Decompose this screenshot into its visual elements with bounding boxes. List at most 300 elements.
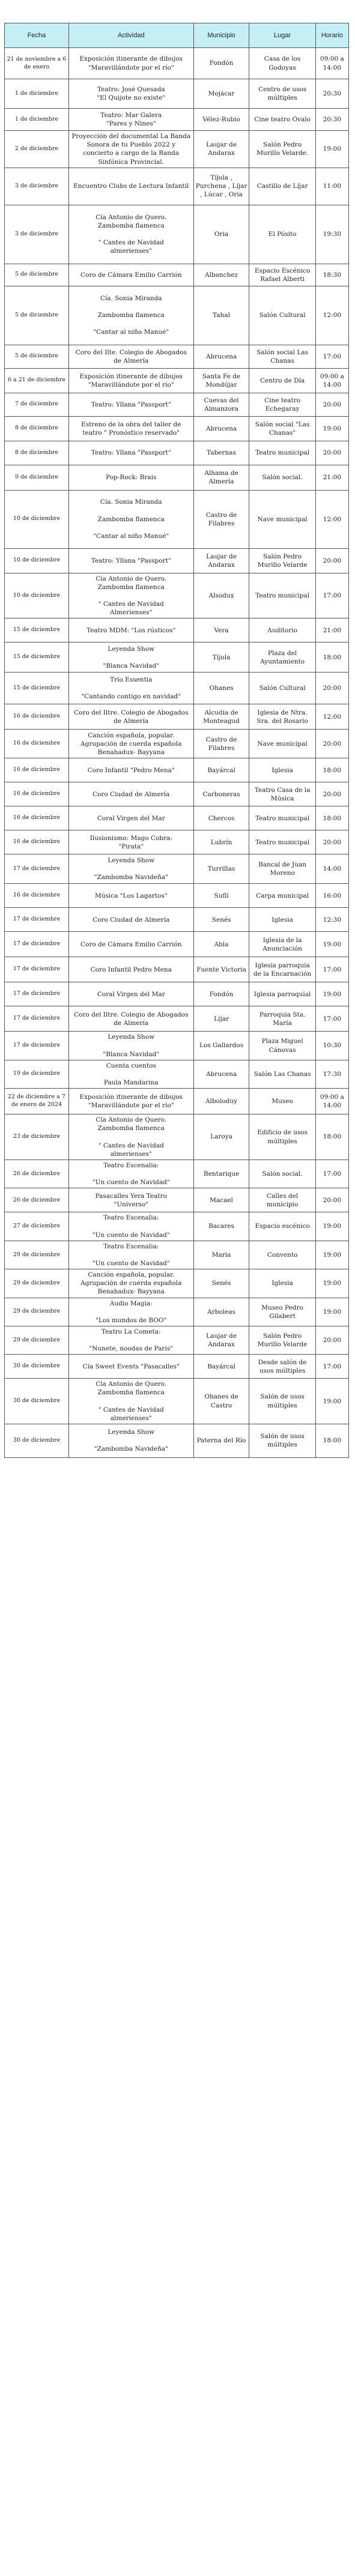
- cell-municipio: Tíjola: [193, 642, 249, 673]
- line-gap: [71, 1070, 192, 1078]
- cell-municipio: Albanchez: [193, 264, 249, 286]
- cell-lugar: Centro de usos múltiples: [249, 79, 315, 109]
- cell-municipio: Laujar de Andarax: [193, 548, 249, 573]
- cell-fecha: 21 de noviembre a 6 de enero: [5, 48, 69, 79]
- cell-fecha: 17 de diciembre: [5, 982, 69, 1006]
- cell-actividad: [68, 441, 193, 465]
- cell-lugar: Teatro municipal: [249, 806, 315, 830]
- header-municipio: Municipio: [193, 23, 249, 48]
- line-gap: [71, 507, 192, 515]
- cell-municipio: Vera: [193, 618, 249, 642]
- cell-horario: 09:00 a 14:00: [315, 368, 348, 393]
- table-row: [5, 642, 349, 673]
- cell-horario: 18:00: [315, 642, 348, 673]
- cell-lugar: Centro de Día: [249, 368, 315, 393]
- activity-line: Leyenda Show: [108, 645, 155, 653]
- cell-horario: 17:00: [315, 1006, 348, 1032]
- cell-actividad: [68, 1032, 193, 1060]
- cell-municipio: Arboleas: [193, 1298, 249, 1326]
- activity-line: Teatro: José Quesada: [97, 85, 165, 93]
- cell-lugar: Salón de usos múltiples: [249, 1424, 315, 1457]
- cell-horario: 11:00: [315, 168, 348, 205]
- cell-actividad: [68, 982, 193, 1006]
- cell-municipio: Bayárcal: [193, 758, 249, 782]
- activity-line: " Cantes de Navidad: [98, 239, 164, 247]
- cell-horario: 12:00: [315, 490, 348, 548]
- cell-fecha: 3 de diciembre: [5, 205, 69, 264]
- cell-horario: 20:30: [315, 79, 348, 109]
- table-row: [5, 884, 349, 908]
- activity-line: "Cantando contigo en navidad": [81, 693, 181, 701]
- cell-fecha: 16 de diciembre: [5, 884, 69, 908]
- cell-lugar: Espacio Escénico Rafael Alberti: [249, 264, 315, 286]
- cell-fecha: 8 de diciembre: [5, 441, 69, 465]
- cell-actividad: [68, 806, 193, 830]
- activity-line: "Blanca Navidad": [103, 662, 160, 670]
- cell-municipio: Alhama de Almería: [193, 465, 249, 490]
- cell-actividad: [68, 782, 193, 806]
- cell-municipio: Ohanes de Castro: [193, 1379, 249, 1424]
- cell-actividad: [68, 730, 193, 758]
- cell-actividad: [68, 79, 193, 109]
- cell-actividad: [68, 1006, 193, 1032]
- cell-horario: 20:00: [315, 730, 348, 758]
- cell-lugar: Salón social.: [249, 1160, 315, 1188]
- cell-actividad: [68, 1298, 193, 1326]
- cell-actividad: [68, 48, 193, 79]
- cell-fecha: 16 de diciembre: [5, 704, 69, 730]
- cell-actividad: [68, 1326, 193, 1354]
- cell-fecha: 17 de diciembre: [5, 1032, 69, 1060]
- activity-line: Zambomba flamenca: [97, 312, 165, 319]
- table-row: [5, 131, 349, 168]
- cell-actividad: [68, 1089, 193, 1114]
- cell-lugar: Calles del municipio: [249, 1188, 315, 1212]
- activity-line: Almerienses": [110, 609, 153, 617]
- cell-lugar: Salón de usos múltiples: [249, 1379, 315, 1424]
- cell-municipio: Abrucena: [193, 416, 249, 441]
- activity-line: "Un cuento de Navidad": [92, 1259, 170, 1267]
- cell-municipio: Ohanes: [193, 673, 249, 704]
- cell-fecha: 9 de diciembre: [5, 465, 69, 490]
- cell-fecha: 1 de diciembre: [5, 109, 69, 131]
- cell-horario: 20:30: [315, 109, 348, 131]
- table-row: [5, 393, 349, 416]
- cell-municipio: Lubrín: [193, 830, 249, 854]
- cell-horario: 12:00: [315, 286, 348, 345]
- cell-actividad: [68, 131, 193, 168]
- cell-fecha: 17 de diciembre: [5, 932, 69, 957]
- header-fecha: Fecha: [5, 23, 69, 48]
- cell-horario: 20:00: [315, 548, 348, 573]
- table-row: [5, 618, 349, 642]
- line-gap: [71, 684, 192, 692]
- activity-line: Exposición itinerante de dibujos: [79, 1093, 183, 1101]
- table-row: [5, 806, 349, 830]
- activity-line: "Pirata": [118, 842, 144, 850]
- cell-actividad: [68, 393, 193, 416]
- line-gap: [71, 319, 192, 328]
- activity-line: Coro del Iltre. Colegio de Abogados de Almería: [74, 1011, 189, 1027]
- cell-municipio: Cuevas del Almanzora: [193, 393, 249, 416]
- cell-actividad: [68, 573, 193, 618]
- line-gap: [71, 591, 192, 600]
- activity-line: Estreno de la obra del taller de teatro " Pronóstico reservado": [81, 420, 181, 437]
- cell-fecha: 16 de diciembre: [5, 830, 69, 854]
- line-gap: [71, 230, 192, 238]
- activity-line: Coro Infantil Pedro Mena: [90, 966, 172, 973]
- table-row: [5, 1269, 349, 1298]
- activity-line: Cía. Sonia Miranda: [100, 498, 162, 506]
- cell-horario: 20:00: [315, 393, 348, 416]
- cell-actividad: [68, 465, 193, 490]
- cell-lugar: Parroquia Sta. María: [249, 1006, 315, 1032]
- cell-actividad: [68, 1188, 193, 1212]
- cell-fecha: 17 de diciembre: [5, 908, 69, 932]
- cell-lugar: Auditorio: [249, 618, 315, 642]
- cell-horario: 17:00: [315, 1160, 348, 1188]
- cell-fecha: 15 de diciembre: [5, 673, 69, 704]
- activity-line: " Cantes de Navidad: [98, 600, 164, 608]
- table-row: [5, 704, 349, 730]
- activity-line: Teatro: Yllana "Passport": [91, 557, 171, 564]
- activity-line: Cía. Sonia Miranda: [100, 294, 162, 302]
- cell-fecha: 27 de diciembre: [5, 1212, 69, 1241]
- activity-line: Canción española, popular. Agrupación de cuerda española Benahadux- Bayyana: [80, 1271, 182, 1296]
- cell-horario: 20:00: [315, 1188, 348, 1212]
- header-horario: Horario: [315, 23, 348, 48]
- cell-fecha: 16 de diciembre: [5, 782, 69, 806]
- cell-lugar: Salón social "Las Chanas": [249, 416, 315, 441]
- table-body: [5, 48, 349, 1458]
- cell-municipio: Líjar: [193, 1006, 249, 1032]
- cell-fecha: 7 de diciembre: [5, 393, 69, 416]
- cell-lugar: Nave municipal: [249, 730, 315, 758]
- cell-municipio: Fuente Victoria: [193, 957, 249, 982]
- activity-line: Zambomba flamenca: [97, 222, 165, 230]
- table-row: [5, 1060, 349, 1088]
- activity-line: Trío Essentia: [110, 676, 153, 684]
- cell-horario: 21:00: [315, 618, 348, 642]
- activity-line: Música "Los Lagartos": [94, 892, 168, 899]
- activity-line: Cía Sweet Events "Pasacalles": [82, 1362, 180, 1370]
- cell-horario: 20:00: [315, 830, 348, 854]
- cell-fecha: 2 de diciembre: [5, 131, 69, 168]
- cell-actividad: [68, 1114, 193, 1160]
- activity-line: "Cantar al niño Manué": [93, 532, 169, 540]
- cell-actividad: [68, 1060, 193, 1088]
- cell-lugar: Iglesia: [249, 758, 315, 782]
- cell-horario: 09:00 a 14:00: [315, 48, 348, 79]
- table-row: [5, 416, 349, 441]
- activity-line: "Cantar al niño Manué": [93, 328, 169, 336]
- activity-line: Encuentro Clubs de Lectura Infantil: [73, 183, 189, 190]
- cell-municipio: Bacares: [193, 1212, 249, 1241]
- cell-municipio: Tahal: [193, 286, 249, 345]
- activity-line: Coro de Cámara Emilio Carrión: [80, 271, 182, 279]
- cell-lugar: Salón social.: [249, 465, 315, 490]
- cell-horario: 18:00: [315, 806, 348, 830]
- table-row: [5, 830, 349, 854]
- activity-line: Cuenta cuentos: [106, 1062, 156, 1069]
- activity-line: "El Quijote no existe": [97, 94, 166, 101]
- cell-fecha: 29 de diciembre: [5, 1298, 69, 1326]
- cell-lugar: Museo Pedro Gilabert: [249, 1298, 315, 1326]
- cell-actividad: [68, 345, 193, 368]
- cell-municipio: Los Gallardos: [193, 1032, 249, 1060]
- cell-municipio: Alboloduy: [193, 1089, 249, 1114]
- activity-line: Coro Ciudad de Almería: [93, 790, 170, 798]
- activity-line: Cía Antonio de Quero.: [96, 213, 167, 221]
- activity-line: "Maravillándote por el río": [88, 381, 174, 389]
- activity-line: Coro del Iltre. Colegio de Abogados de Almería: [74, 709, 189, 725]
- cell-horario: 18:00: [315, 1424, 348, 1457]
- cell-municipio: Laujar de Andarax: [193, 1326, 249, 1354]
- activity-line: "Pares y Nines": [106, 120, 156, 127]
- cell-fecha: 30 de diciembre: [5, 1379, 69, 1424]
- cell-fecha: 5 de diciembre: [5, 264, 69, 286]
- table-row: [5, 932, 349, 957]
- cell-horario: 20:00: [315, 673, 348, 704]
- activity-line: Canción española, popular. Agrupación de cuerda española Benahadux- Bayyana: [80, 731, 182, 756]
- cell-municipio: Paterna del Río: [193, 1424, 249, 1457]
- table-row: [5, 1160, 349, 1188]
- cell-fecha: 29 de diciembre: [5, 1241, 69, 1269]
- table-row: [5, 490, 349, 548]
- cell-lugar: Iglesia de Ntra. Sra. del Rosario: [249, 704, 315, 730]
- cell-lugar: Nave municipal: [249, 490, 315, 548]
- header-row: [5, 23, 349, 48]
- line-gap: [71, 1308, 192, 1316]
- cell-lugar: Salón Pedro Murillo Velarde.: [249, 131, 315, 168]
- cell-fecha: 23 de diciembre: [5, 1114, 69, 1160]
- cell-municipio: Tíjola , Purchena , Líjar , Lúcar , Oria: [193, 168, 249, 205]
- activity-line: Coro Infantil "Pedro Mena": [87, 766, 175, 774]
- cell-fecha: 10 de diciembre: [5, 548, 69, 573]
- activity-line: Pop-Rock: Brais: [106, 474, 157, 482]
- activity-line: Audio Magia:: [109, 1299, 153, 1307]
- cell-horario: 18:00: [315, 1114, 348, 1160]
- cell-lugar: Teatro Casa de la Música: [249, 782, 315, 806]
- cell-lugar: Bancal de Juan Moreno: [249, 854, 315, 884]
- cell-horario: 17:00: [315, 345, 348, 368]
- cell-lugar: Casa de los Godoyas: [249, 48, 315, 79]
- cell-actividad: [68, 704, 193, 730]
- cell-municipio: Oria: [193, 205, 249, 264]
- activity-line: Teatro La Cometa:: [101, 1328, 161, 1335]
- table-row: [5, 1212, 349, 1241]
- cell-horario: 20:00: [315, 441, 348, 465]
- cell-lugar: Iglesia parroquial: [249, 982, 315, 1006]
- cell-fecha: 6 a 21 de diciembre: [5, 368, 69, 393]
- cell-lugar: Cine teatro Echegaray: [249, 393, 315, 416]
- activity-line: " Cantes de Navidad: [98, 1141, 164, 1149]
- cell-horario: 18:00: [315, 758, 348, 782]
- cell-actividad: [68, 548, 193, 573]
- cell-horario: 12:00: [315, 704, 348, 730]
- cell-municipio: Santa Fe de Mondújar: [193, 368, 249, 393]
- cell-horario: 19:00: [315, 1379, 348, 1424]
- cell-horario: 19:00: [315, 982, 348, 1006]
- activity-line: "Zambomba Navideña": [94, 874, 168, 881]
- activity-line: Cía Antonio de Quero.: [96, 575, 167, 582]
- line-gap: [71, 1170, 192, 1178]
- cell-actividad: [68, 884, 193, 908]
- cell-actividad: [68, 1355, 193, 1379]
- cell-lugar: Iglesia de la Anunciación: [249, 932, 315, 957]
- activity-line: Teatro Escenalia:: [103, 1162, 159, 1170]
- activity-line: Exposición itinerante de dibujos: [79, 372, 183, 380]
- cell-municipio: Macael: [193, 1188, 249, 1212]
- table-row: [5, 782, 349, 806]
- header-actividad: Actividad: [68, 23, 193, 48]
- cell-horario: 19:00: [315, 1298, 348, 1326]
- table-row: [5, 957, 349, 982]
- activity-line: Leyenda Show: [108, 857, 155, 865]
- line-gap: [71, 653, 192, 662]
- cell-municipio: Castro de Filabres: [193, 490, 249, 548]
- activity-line: almerienses": [110, 247, 152, 255]
- table-row: [5, 109, 349, 131]
- table-row: [5, 1114, 349, 1160]
- cell-actividad: [68, 168, 193, 205]
- activity-line: Cía Antonio de Quero.: [96, 1380, 167, 1388]
- activity-line: Exposición itinerante de dibujos: [79, 55, 183, 63]
- cell-fecha: 17 de diciembre: [5, 1006, 69, 1032]
- cell-lugar: Espacio escénico: [249, 1212, 315, 1241]
- cell-actividad: [68, 830, 193, 854]
- cell-fecha: 17 de diciembre: [5, 957, 69, 982]
- cell-lugar: Plaza Miguel Cánovas: [249, 1032, 315, 1060]
- table-row: [5, 441, 349, 465]
- line-gap: [71, 865, 192, 873]
- table-row: [5, 264, 349, 286]
- cell-horario: 21:00: [315, 465, 348, 490]
- table-row: [5, 758, 349, 782]
- activity-line: "Maravillándote por el río": [88, 64, 174, 71]
- cell-lugar: Salón Cultural: [249, 673, 315, 704]
- table-row: [5, 730, 349, 758]
- table-row: [5, 205, 349, 264]
- cell-lugar: Iglesia: [249, 1269, 315, 1298]
- cell-municipio: Alsodux: [193, 573, 249, 618]
- cell-actividad: [68, 932, 193, 957]
- activity-line: "Un cuento de Navidad": [92, 1179, 170, 1187]
- table-row: [5, 79, 349, 109]
- line-gap: [71, 1436, 192, 1445]
- cell-horario: 14:00: [315, 854, 348, 884]
- table-row: [5, 345, 349, 368]
- cell-municipio: Suflí: [193, 884, 249, 908]
- table-row: [5, 573, 349, 618]
- cell-fecha: 16 de diciembre: [5, 806, 69, 830]
- cell-actividad: [68, 1379, 193, 1424]
- line-gap: [71, 1251, 192, 1259]
- cell-horario: 17:00: [315, 573, 348, 618]
- cell-horario: 20:00: [315, 782, 348, 806]
- activity-line: Coral Virgen del Mar: [97, 990, 165, 998]
- table-row: [5, 1032, 349, 1060]
- cell-horario: 17:00: [315, 1355, 348, 1379]
- cell-lugar: Salón social Las Chanas: [249, 345, 315, 368]
- cell-lugar: Convento: [249, 1241, 315, 1269]
- activity-line: Zambomba flamenca: [97, 1125, 165, 1132]
- activity-line: "Un cuento de Navidad": [92, 1231, 170, 1239]
- cell-horario: 19:00: [315, 1212, 348, 1241]
- cell-fecha: 29 de diciembre: [5, 1326, 69, 1354]
- cell-fecha: 16 de diciembre: [5, 758, 69, 782]
- cell-fecha: 26 de diciembre: [5, 1160, 69, 1188]
- cell-horario: 19:00: [315, 131, 348, 168]
- cell-lugar: Cine teatro Óvalo: [249, 109, 315, 131]
- cell-lugar: Iglesia parroquia de la Encarnación: [249, 957, 315, 982]
- table-row: [5, 465, 349, 490]
- cell-municipio: Fondón: [193, 48, 249, 79]
- cell-lugar: Desde salón de usos múltiples: [249, 1355, 315, 1379]
- cell-lugar: Museo: [249, 1089, 315, 1114]
- cell-lugar: Edificio de usos múltiples: [249, 1114, 315, 1160]
- cell-actividad: [68, 1424, 193, 1457]
- cell-fecha: 29 de diciembre: [5, 1269, 69, 1298]
- cell-fecha: 10 de diciembre: [5, 573, 69, 618]
- activity-line: Ilusionismo: Mago Cobra:: [90, 834, 172, 842]
- line-gap: [71, 1042, 192, 1050]
- table-row: [5, 673, 349, 704]
- cell-lugar: Plaza del Ayuntamiento: [249, 642, 315, 673]
- cell-horario: 19:30: [315, 205, 348, 264]
- cell-actividad: [68, 758, 193, 782]
- activity-line: almerienses": [110, 1150, 152, 1158]
- cell-horario: 17:00: [315, 957, 348, 982]
- cell-municipio: Turrillas: [193, 854, 249, 884]
- table-row: [5, 1089, 349, 1114]
- table-row: [5, 1241, 349, 1269]
- activity-line: "Maravillándote por el río": [88, 1102, 174, 1110]
- cell-horario: 10:30: [315, 1032, 348, 1060]
- cell-municipio: Abrucena: [193, 1060, 249, 1088]
- cell-fecha: 22 de diciembre a 7 de enero de 2024: [5, 1089, 69, 1114]
- cell-lugar: Salón Las Chanas: [249, 1060, 315, 1088]
- table-row: [5, 908, 349, 932]
- line-gap: [71, 1336, 192, 1344]
- activity-line: Coro Ciudad de Almería: [93, 916, 170, 924]
- cell-lugar: Iglesia: [249, 908, 315, 932]
- activity-line: Leyenda Show: [108, 1033, 155, 1041]
- cell-actividad: [68, 286, 193, 345]
- cell-horario: 09:00 a 14:00: [315, 1089, 348, 1114]
- cell-actividad: [68, 1160, 193, 1188]
- table-row: [5, 854, 349, 884]
- line-gap: [71, 1133, 192, 1141]
- table-row: [5, 1355, 349, 1379]
- cell-fecha: 5 de diciembre: [5, 286, 69, 345]
- cell-horario: 16:00: [315, 884, 348, 908]
- cell-lugar: Salón Pedro Murillo Velarde: [249, 548, 315, 573]
- cell-fecha: 15 de diciembre: [5, 618, 69, 642]
- activity-line: "Zambomba Navideña": [94, 1445, 168, 1453]
- cell-actividad: [68, 1212, 193, 1241]
- cell-actividad: [68, 109, 193, 131]
- cell-horario: 18:30: [315, 264, 348, 286]
- activity-line: "Los mundos de BOO": [96, 1316, 167, 1324]
- activity-line: almerienses": [110, 1414, 152, 1422]
- cell-fecha: 1 de diciembre: [5, 79, 69, 109]
- activity-line: Coro del Ilte. Colegio de Abogados de Almería: [75, 348, 187, 364]
- activity-line: Coro de Cámara Emilio Carrión: [80, 940, 182, 948]
- activity-line: Zambomba flamenca: [97, 583, 165, 591]
- cell-lugar: Teatro municipal: [249, 441, 315, 465]
- cell-municipio: Fondón: [193, 982, 249, 1006]
